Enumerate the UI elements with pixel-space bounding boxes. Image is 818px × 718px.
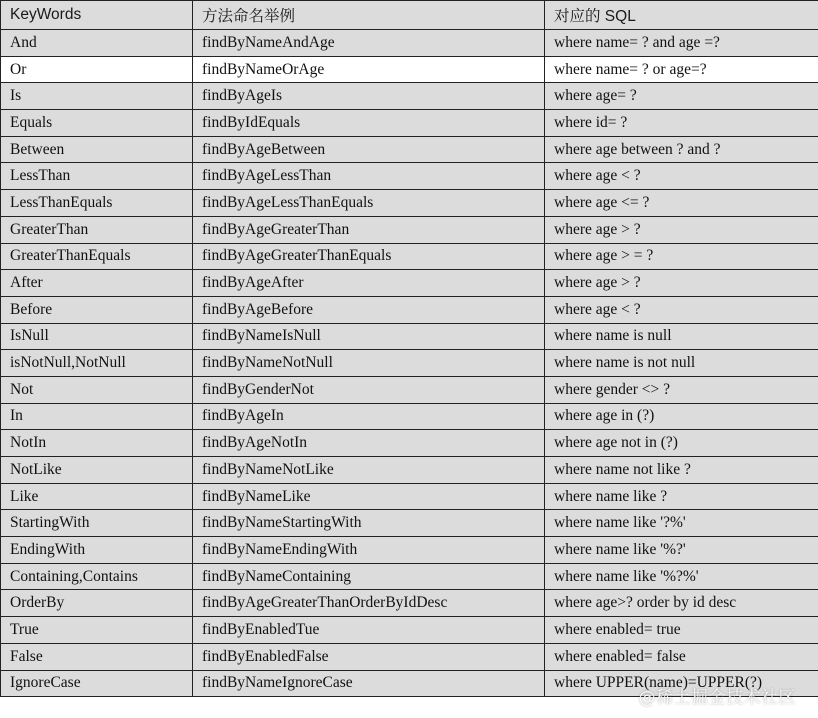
sql-cell: where name like '%?': [545, 537, 818, 564]
sql-cell: where age= ?: [545, 83, 818, 110]
keyword-cell: And: [1, 30, 193, 57]
sql-cell: where age > = ?: [545, 243, 818, 270]
table-row: [1, 190, 818, 217]
keyword-cell: In: [1, 403, 193, 430]
sql-cell: where age not in (?): [545, 430, 818, 457]
sql-cell: where name like '?%': [545, 510, 818, 537]
header-row: [1, 1, 818, 30]
sql-cell: where age > ?: [545, 270, 818, 297]
method-example-cell: findByAgeIs: [193, 83, 545, 110]
sql-cell: where age > ?: [545, 216, 818, 243]
table-row: [1, 403, 818, 430]
keyword-cell: LessThan: [1, 163, 193, 190]
method-example-cell: findByNameContaining: [193, 563, 545, 590]
method-example-cell: findByAgeIn: [193, 403, 545, 430]
table-row: [1, 537, 818, 564]
keyword-cell: Like: [1, 483, 193, 510]
method-example-cell: findByNameNotLike: [193, 457, 545, 484]
table-row: [1, 643, 818, 670]
table-row: [1, 430, 818, 457]
table-row: [1, 270, 818, 297]
keyword-cell: IgnoreCase: [1, 670, 193, 697]
sql-cell: where name is not null: [545, 350, 818, 377]
keyword-cell: NotIn: [1, 430, 193, 457]
sql-cell: where enabled= false: [545, 643, 818, 670]
method-example-cell: findByAgeAfter: [193, 270, 545, 297]
table-row: [1, 323, 818, 350]
watermark: @稀土掘金技术社区: [638, 688, 796, 708]
method-example-cell: findByNameIsNull: [193, 323, 545, 350]
keyword-cell: Is: [1, 83, 193, 110]
method-example-cell: findByNameEndingWith: [193, 537, 545, 564]
sql-cell: where age <= ?: [545, 190, 818, 217]
table-row: [1, 510, 818, 537]
table-row: [1, 243, 818, 270]
table-row: [1, 590, 818, 617]
method-example-cell: findByNameStartingWith: [193, 510, 545, 537]
keyword-cell: isNotNull,NotNull: [1, 350, 193, 377]
sql-cell: where name= ? and age =?: [545, 30, 818, 57]
sql-cell: where age < ?: [545, 296, 818, 323]
method-example-cell: findByAgeBetween: [193, 136, 545, 163]
table-row: [1, 136, 818, 163]
method-example-cell: findByAgeGreaterThan: [193, 216, 545, 243]
table-body: [1, 30, 818, 697]
keyword-cell: Between: [1, 136, 193, 163]
method-example-cell: findByAgeNotIn: [193, 430, 545, 457]
method-example-cell: findByEnabledFalse: [193, 643, 545, 670]
sql-cell: where name like ?: [545, 483, 818, 510]
keyword-cell: True: [1, 617, 193, 644]
header-method-example: 方法命名举例: [193, 1, 545, 30]
method-example-cell: findByAgeGreaterThanEquals: [193, 243, 545, 270]
method-example-cell: findByNameAndAge: [193, 30, 545, 57]
keyword-cell: OrderBy: [1, 590, 193, 617]
table-row: [1, 483, 818, 510]
method-example-cell: findByNameLike: [193, 483, 545, 510]
keyword-cell: Or: [1, 56, 193, 83]
method-example-cell: findByAgeGreaterThanOrderByIdDesc: [193, 590, 545, 617]
table-row: [1, 376, 818, 403]
method-example-cell: findByGenderNot: [193, 376, 545, 403]
table-row: [1, 457, 818, 484]
sql-cell: where age>? order by id desc: [545, 590, 818, 617]
keyword-cell: Equals: [1, 110, 193, 137]
table-row: [1, 83, 818, 110]
keyword-cell: GreaterThan: [1, 216, 193, 243]
table-row: [1, 296, 818, 323]
keyword-cell: LessThanEquals: [1, 190, 193, 217]
sql-cell: where age between ? and ?: [545, 136, 818, 163]
sql-cell: where age < ?: [545, 163, 818, 190]
table-row: [1, 110, 818, 137]
method-example-cell: findByNameIgnoreCase: [193, 670, 545, 697]
sql-cell: where name not like ?: [545, 457, 818, 484]
method-example-cell: findByAgeBefore: [193, 296, 545, 323]
header-sql: 对应的 SQL: [545, 1, 818, 30]
table-row: [1, 216, 818, 243]
header-keywords: KeyWords: [1, 1, 193, 30]
table-row: [1, 30, 818, 57]
sql-cell: where name like '%?%': [545, 563, 818, 590]
table-row: [1, 350, 818, 377]
table-row: [1, 563, 818, 590]
method-example-cell: findByEnabledTue: [193, 617, 545, 644]
sql-cell: where enabled= true: [545, 617, 818, 644]
table-row: [1, 617, 818, 644]
sql-cell: where UPPER(name)=UPPER(?): [545, 670, 818, 697]
keyword-cell: Before: [1, 296, 193, 323]
method-example-cell: findByAgeLessThanEquals: [193, 190, 545, 217]
sql-cell: where name is null: [545, 323, 818, 350]
keyword-cell: EndingWith: [1, 537, 193, 564]
keyword-cell: Containing,Contains: [1, 563, 193, 590]
keyword-cell: IsNull: [1, 323, 193, 350]
method-example-cell: findByNameOrAge: [193, 56, 545, 83]
method-example-cell: findByAgeLessThan: [193, 163, 545, 190]
sql-cell: where gender <> ?: [545, 376, 818, 403]
keyword-cell: StartingWith: [1, 510, 193, 537]
method-example-cell: findByNameNotNull: [193, 350, 545, 377]
table-header: [1, 1, 818, 30]
keyword-cell: Not: [1, 376, 193, 403]
keyword-cell: GreaterThanEquals: [1, 243, 193, 270]
method-example-cell: findByIdEquals: [193, 110, 545, 137]
sql-cell: where age in (?): [545, 403, 818, 430]
sql-cell: where name= ? or age=?: [545, 56, 818, 83]
table-row: [1, 56, 818, 83]
keyword-cell: After: [1, 270, 193, 297]
keyword-cell: NotLike: [1, 457, 193, 484]
table-row: [1, 163, 818, 190]
sql-cell: where id= ?: [545, 110, 818, 137]
table-row: [1, 670, 818, 697]
keyword-cell: False: [1, 643, 193, 670]
